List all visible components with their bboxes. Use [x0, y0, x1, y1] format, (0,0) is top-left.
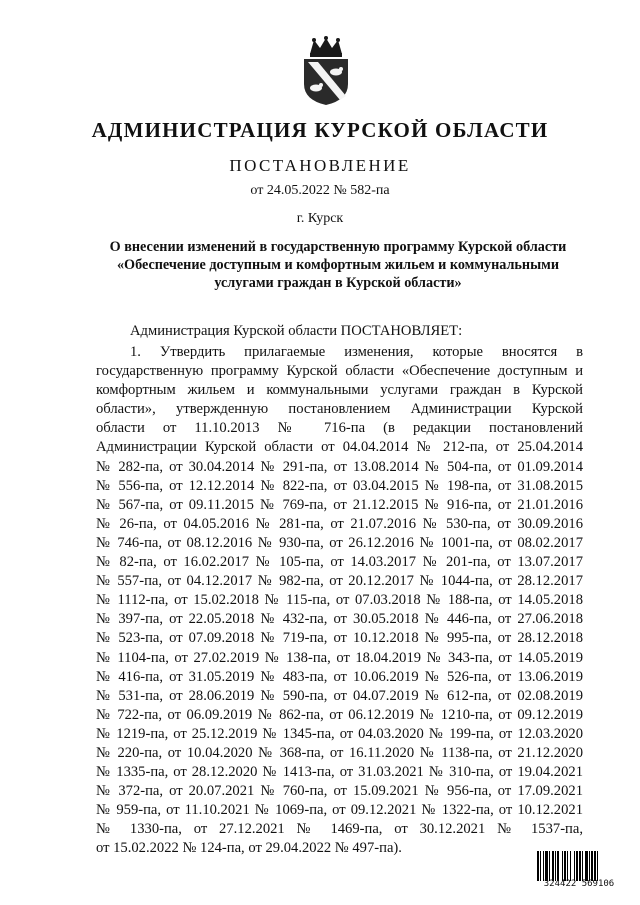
body-line: области», утвержденную постановлением Администрации Курской: [96, 401, 583, 418]
body-line: № 220-па, от 10.04.2020 № 368-па, от 16.11.2020 № 1138-па, от 21.12.2020: [96, 744, 583, 761]
body-line: № 397-па, от 22.05.2018 № 432-па, от 30.05.2018 № 446-па, от 27.06.2018: [96, 611, 583, 628]
agency-name: АДМИНИСТРАЦИЯ КУРСКОЙ ОБЛАСТИ: [91, 118, 549, 142]
body-line: № 557-па, от 04.12.2017 № 982-па, от 20.12.2017 № 1044-па, от 28.12.2017: [96, 573, 583, 590]
body-line: № 567-па, от 09.11.2015 № 769-па, от 21.12.2015 № 916-па, от 21.01.2016: [96, 496, 583, 513]
body-line: № 523-па, от 07.09.2018 № 719-па, от 10.12.2018 № 995-па, от 28.12.2018: [96, 630, 583, 647]
barcode-icon: [536, 851, 622, 881]
body-line: № 531-па, от 28.06.2019 № 590-па, от 04.07.2019 № 612-па, от 02.08.2019: [96, 687, 583, 704]
kursk-coat-of-arms-icon: [300, 36, 352, 106]
title-line: услугами граждан в Курской области»: [214, 275, 462, 291]
body-line: государственную программу Курской области «Обеспечение доступным и: [96, 363, 583, 380]
body-line: № 722-па, от 06.09.2019 № 862-па, от 06.12.2019 № 1210-па, от 09.12.2019: [96, 706, 583, 723]
body-line: № 372-па, от 20.07.2021 № 760-па, от 15.09.2021 № 956-па, от 17.09.2021: [96, 783, 583, 800]
document-city: г. Курск: [296, 211, 344, 226]
title-line: «Обеспечение доступным и комфортным жильем и коммунальными: [116, 257, 560, 273]
body-line: № 1219-па, от 25.12.2019 № 1345-па, от 04.03.2020 № 199-па, от 12.03.2020: [96, 725, 583, 742]
body-line: № 1112-па, от 15.02.2018 № 115-па, от 07.03.2018 № 188-па, от 14.05.2018: [96, 592, 583, 609]
document-date-number: от 24.05.2022 № 582-па: [250, 183, 390, 198]
document-barcode: [536, 851, 622, 891]
body-line: № 959-па, от 11.10.2021 № 1069-па, от 09.12.2021 № 1322-па, от 10.12.2021: [96, 802, 583, 819]
body-line: № 1104-па, от 27.02.2019 № 138-па, от 18.04.2019 № 343-па, от 14.05.2019: [96, 649, 583, 666]
body-line: № 556-па, от 12.12.2014 № 822-па, от 03.04.2015 № 198-па, от 31.08.2015: [96, 477, 583, 494]
body-line: 1. Утвердить прилагаемые изменения, которые вносятся в: [130, 344, 583, 360]
document-title: [92, 238, 584, 292]
body-line: № 416-па, от 31.05.2019 № 483-па, от 10.06.2019 № 526-па, от 13.06.2019: [96, 668, 583, 685]
body-line: от 15.02.2022 № 124-па, от 29.04.2022 № 497-па).: [96, 840, 402, 857]
body-line: области от 11.10.2013 № 716-па (в редакции постановлений: [96, 420, 583, 437]
body-line: № 26-па, от 04.05.2016 № 281-па, от 21.07.2016 № 530-па, от 30.09.2016: [96, 515, 583, 532]
title-line: О внесении изменений в государственную программу Курской области: [109, 239, 567, 255]
document-type: ПОСТАНОВЛЕНИЕ: [229, 156, 411, 175]
resolution-intro: Администрация Курской области ПОСТАНОВЛЯЕТ:: [130, 323, 463, 339]
body-line: № 1335-па, от 28.12.2020 № 1413-па, от 31.03.2021 № 310-па, от 19.04.2021: [96, 764, 583, 781]
resolution-body: [96, 343, 583, 859]
body-line: Администрации Курской области от 04.04.2014 № 212-па, от 25.04.2014: [96, 439, 583, 456]
body-line: № 746-па, от 08.12.2016 № 930-па, от 26.12.2016 № 1001-па, от 08.02.2017: [96, 534, 583, 551]
body-line: № 82-па, от 16.02.2017 № 105-па, от 14.03.2017 № 201-па, от 13.07.2017: [96, 554, 583, 571]
body-line: № 1330-па, от 27.12.2021 № 1469-па, от 30.12.2021 № 1537-па,: [96, 821, 583, 838]
body-line: № 282-па, от 30.04.2014 № 291-па, от 13.08.2014 № 504-па, от 01.09.2014: [96, 458, 583, 475]
body-line: комфортным жильем и коммунальными услугами граждан в Курской: [96, 382, 583, 399]
barcode-number: 324422 569106: [543, 879, 615, 889]
